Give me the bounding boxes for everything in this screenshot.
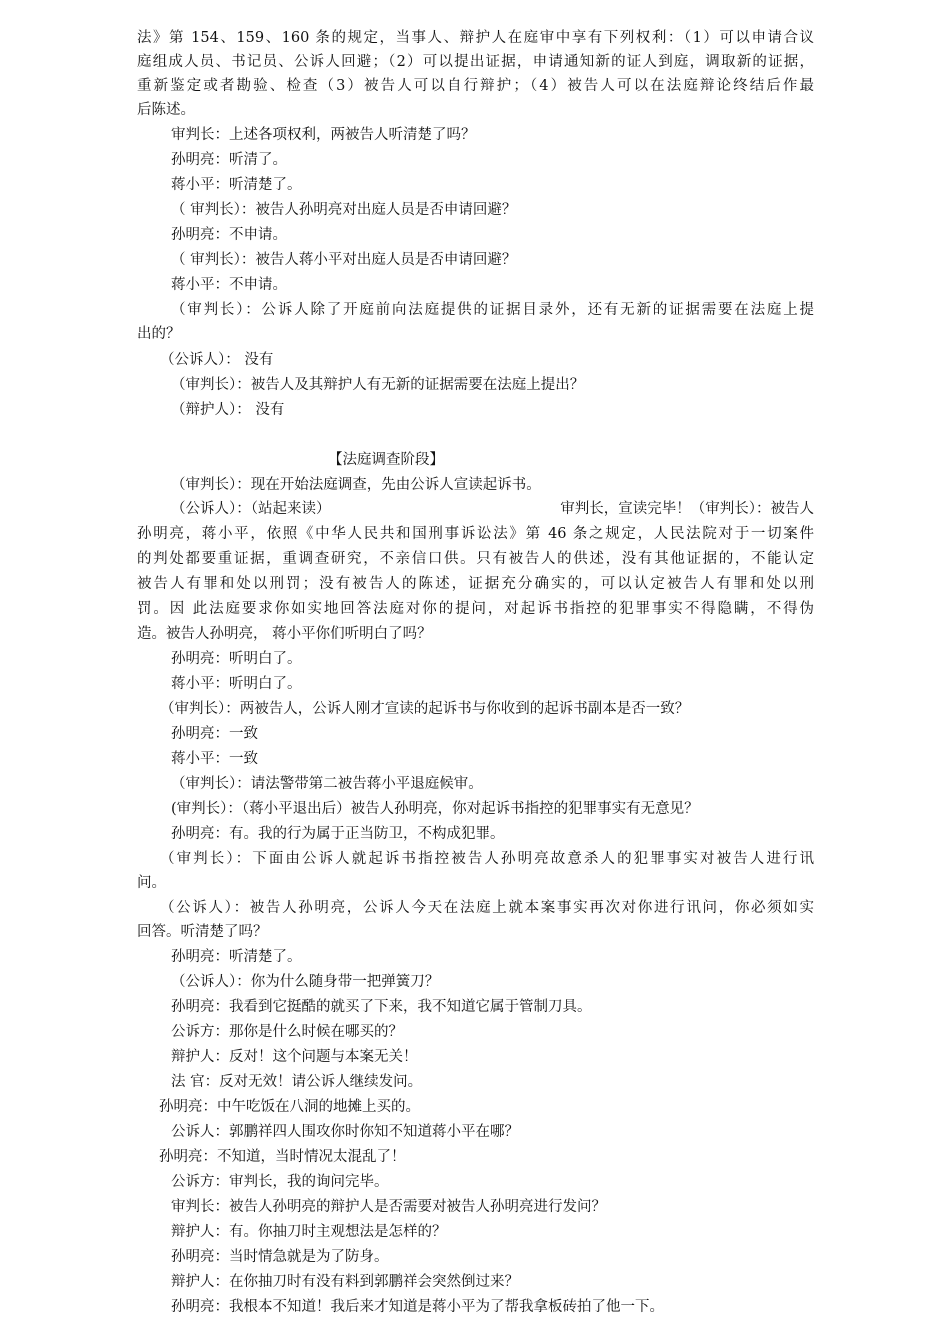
dialogue-line: （审判长）：下面由公诉人就起诉书指控被告人孙明亮故意杀人的犯罪事实对被告人进行讯 <box>160 851 814 867</box>
dialogue-line: （公诉人）：（站起来读） <box>171 501 331 517</box>
dialogue-line: 辩护人：在你抽刀时有没有料到郭鹏祥会突然倒过来？ <box>171 1274 519 1290</box>
dialogue-line: 孙明亮：听清了。 <box>171 152 287 168</box>
dialogue-line: 法 官：反对无效！请公诉人继续发问。 <box>171 1074 423 1090</box>
dialogue-line: 辩护人：反对！这个问题与本案无关！ <box>171 1049 418 1065</box>
dialogue-line: 蒋小平：听清楚了。 <box>171 177 302 193</box>
dialogue-line: （公诉人）：你为什么随身带一把弹簧刀？ <box>171 974 440 990</box>
dialogue-line: （审判长）：两被告人，公诉人刚才宣读的起诉书与你收到的起诉书副本是否一致？ <box>160 701 690 717</box>
dialogue-line: 辩护人：有。你抽刀时主观想法是怎样的？ <box>171 1224 447 1240</box>
dialogue-line: 审判长，宣读完毕！（审判长）：被告人 <box>560 501 814 517</box>
text-line: 回答。听清楚了吗？ <box>137 924 268 940</box>
text-line: 罚。因 此法庭要求你如实地回答法庭对你的提问，对起诉书指控的犯罪事实不得隐瞒，不得伪 <box>137 601 814 617</box>
dialogue-line: （辩护人）： 没有 <box>171 402 285 418</box>
dialogue-line: （公诉人）： 没有 <box>160 352 274 368</box>
dialogue-line: （ 审判长）：被告人蒋小平对出庭人员是否申请回避？ <box>171 252 517 268</box>
dialogue-line: （审判长）：请法警带第二被告蒋小平退庭候审。 <box>171 776 483 792</box>
text-line: 出的？ <box>137 326 181 342</box>
dialogue-line: 蒋小平：听明白了。 <box>171 676 302 692</box>
section-heading: 【法庭调查阶段】 <box>328 452 444 468</box>
text-line: 法》第 154、159、160 条的规定，当事人、辩护人在庭审中享有下列权利：（1）可以申请合议 <box>137 30 814 46</box>
dialogue-line: （公诉人）：被告人孙明亮，公诉人今天在法庭上就本案事实再次对你进行讯问，你必须如实 <box>160 900 814 916</box>
text-line: 后陈述。 <box>137 102 195 118</box>
dialogue-line: 蒋小平：一致 <box>171 751 258 767</box>
text-line: 造。被告人孙明亮， 蒋小平你们听明白了吗？ <box>137 626 432 642</box>
text-line: 重新鉴定或者勘验、检查（3）被告人可以自行辩护；（4）被告人可以在法庭辩论终结后作最 <box>137 78 814 94</box>
dialogue-line: 公诉人：郭鹏祥四人围攻你时你知不知道蒋小平在哪？ <box>171 1124 519 1140</box>
dialogue-line: (审判长）：（蒋小平退出后）被告人孙明亮，你对起诉书指控的犯罪事实有无意见？ <box>171 801 699 817</box>
dialogue-line: 孙明亮：不申请。 <box>171 227 287 243</box>
dialogue-line: 孙明亮：有。我的行为属于正当防卫，不构成犯罪。 <box>171 826 505 842</box>
dialogue-line: 孙明亮：我根本不知道！我后来才知道是蒋小平为了帮我拿板砖拍了他一下。 <box>171 1299 664 1315</box>
dialogue-line: 审判长：被告人孙明亮的辩护人是否需要对被告人孙明亮进行发问？ <box>171 1199 606 1215</box>
text-line: 问。 <box>137 875 166 891</box>
dialogue-line: 孙明亮：一致 <box>171 726 258 742</box>
text-line: 庭组成人员、书记员、公诉人回避；（2）可以提出证据，申请通知新的证人到庭，调取新的证据， <box>137 54 814 70</box>
text-line: 的判处都要重证据，重调查研究，不亲信口供。只有被告人的供述，没有其他证据的，不能认定 <box>137 551 814 567</box>
text-line: 孙明亮，蒋小平，依照《中华人民共和国刑事诉讼法》第 46 条之规定，人民法院对于一切案件 <box>137 526 814 542</box>
dialogue-line: 蒋小平：不申请。 <box>171 277 287 293</box>
dialogue-line: 孙明亮：当时情急就是为了防身。 <box>171 1249 389 1265</box>
dialogue-line: （审判长）：现在开始法庭调查，先由公诉人宣读起诉书。 <box>171 477 541 493</box>
dialogue-line: （审判长）：公诉人除了开庭前向法庭提供的证据目录外，还有无新的证据需要在法庭上提 <box>171 302 814 318</box>
dialogue-line: 孙明亮：我看到它挺酷的就买了下来，我不知道它属于管制刀具。 <box>171 999 592 1015</box>
dialogue-line: 孙明亮：中午吃饭在八洞的地摊上买的。 <box>159 1099 420 1115</box>
dialogue-line: 孙明亮：听清楚了。 <box>171 949 302 965</box>
dialogue-line: 审判长：上述各项权利，两被告人听清楚了吗？ <box>171 127 476 143</box>
dialogue-line: 孙明亮：听明白了。 <box>171 651 302 667</box>
dialogue-line: 公诉方：那你是什么时候在哪买的？ <box>171 1024 403 1040</box>
dialogue-line: （审判长）：被告人及其辩护人有无新的证据需要在法庭上提出？ <box>171 377 585 393</box>
text-line: 被告人有罪和处以刑罚；没有被告人的陈述，证据充分确实的，可以认定被告人有罪和处以刑 <box>137 576 814 592</box>
dialogue-line: （ 审判长）：被告人孙明亮对出庭人员是否申请回避？ <box>171 202 517 218</box>
dialogue-line: 公诉方：审判长，我的询问完毕。 <box>171 1174 389 1190</box>
dialogue-line: 孙明亮：不知道，当时情况太混乱了！ <box>159 1149 406 1165</box>
